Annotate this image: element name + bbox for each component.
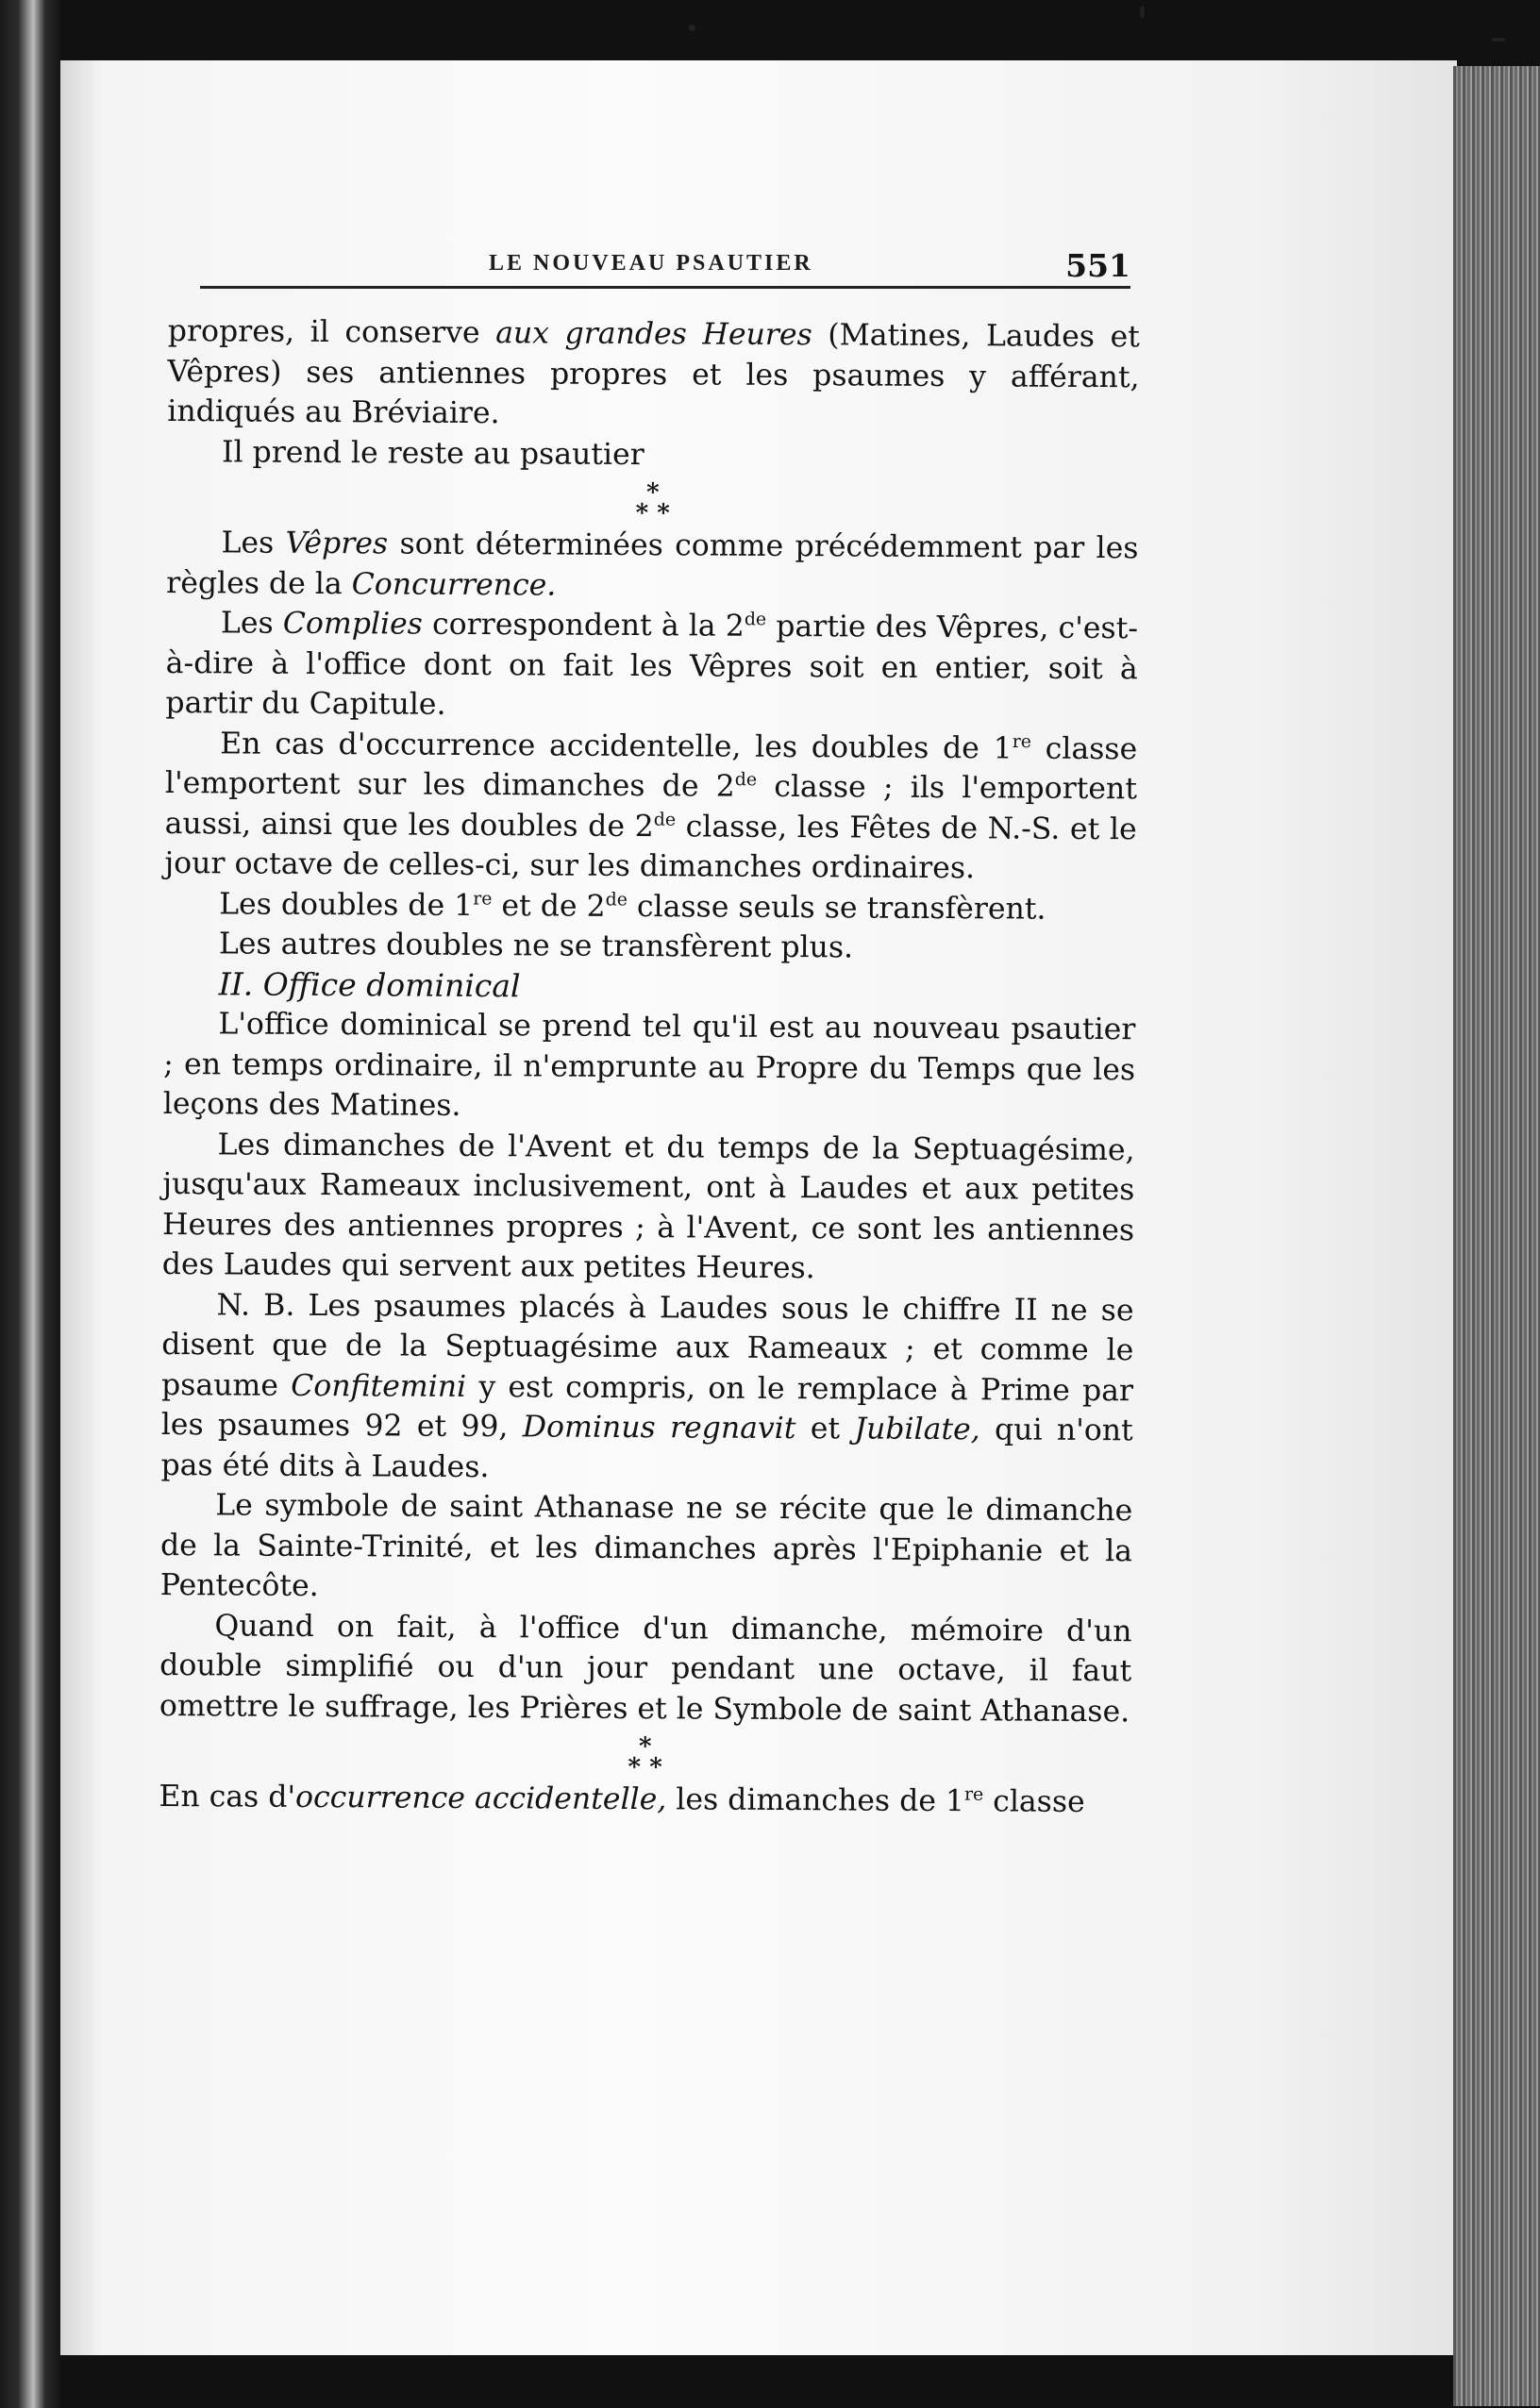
page-edge-stack (1453, 66, 1540, 2406)
page-number: 551 (1065, 247, 1130, 284)
paragraph: En cas d'occurrence accidentelle, les dimanches de 1re classe (159, 1779, 1085, 1819)
paragraph: L'office dominical se prend tel qu'il est au nouveau psautier ; en temps ordinaire, il n'emprunte au Propre du Temps que les leçons des Matines. (162, 1007, 1136, 1123)
paragraph: Les autres doubles ne se transfèrent plus. (218, 927, 854, 965)
dust-speck (689, 25, 695, 31)
paragraph: Les Vêpres sont déterminées comme précédemment par les règles de la Concurrence. (166, 526, 1139, 603)
paragraph: propres, il conserve aux grandes Heures (Matines, Laudes et Vêpres) ses antiennes propres et les psaumes y afférant, indiqués au Bréviaire. (167, 313, 1140, 431)
body-text (159, 311, 1140, 1823)
running-title: LE NOUVEAU PSAUTIER (489, 251, 813, 276)
dust-speck (1491, 38, 1506, 42)
paragraph: En cas d'occurrence accidentelle, les doubles de 1re classe l'emportent sur les dimanches de 2de classe ; ils l'emportent aussi, ainsi que les doubles de 2de classe, les Fêtes de N.-S. et le jour octave de celles-ci, sur les dimanches ordinaires. (164, 726, 1138, 886)
paragraph: Quand on fait, à l'office d'un dimanche, mémoire d'un double simplifié ou d'un jour pendant une octave, il faut omettre le suffrage, les Prières et le Symbole de saint Athanase. (159, 1608, 1132, 1729)
asterism-separator: * * * (635, 478, 670, 528)
asterism-separator: * * * (628, 1732, 662, 1782)
section-heading: II. Office dominical (218, 964, 521, 1004)
binding-shadow (0, 0, 60, 2408)
page-header (200, 247, 1130, 291)
dust-speck (1140, 6, 1145, 19)
paragraph: Le symbole de saint Athanase ne se récite que le dimanche de la Sainte-Trinité, et les dimanches après l'Epiphanie et la Pentecôte. (159, 1488, 1133, 1604)
paragraph: N. B. Les psaumes placés à Laudes sous le chiffre II ne se disent que de la Septuagésime aux Rameaux ; et comme le psaume Confitemini y est compris, on le remplace à Prime par les psaumes 92 et 99, Dominus regnavit et Jubilate, qui n'ont pas été dits à Laudes. (160, 1287, 1134, 1484)
paragraph: Les dimanches de l'Avent et du temps de la Septuagésime, jusqu'aux Rameaux inclusivement, ont à Laudes et aux petites Heures des antiennes propres ; à l'Avent, ce sont les antiennes des Laudes qui servent aux petites Heures. (161, 1127, 1135, 1286)
paragraph: Les Complies correspondent à la 2de partie des Vêpres, c'est-à-dire à l'office dont on fait les Vêpres soit en entier, soit à partir du Capitule. (165, 606, 1139, 722)
paragraph: Les doubles de 1re et de 2de classe seuls se transfèrent. (219, 886, 1046, 927)
header-rule (200, 286, 1130, 289)
paragraph: Il prend le reste au psautier (221, 434, 644, 472)
